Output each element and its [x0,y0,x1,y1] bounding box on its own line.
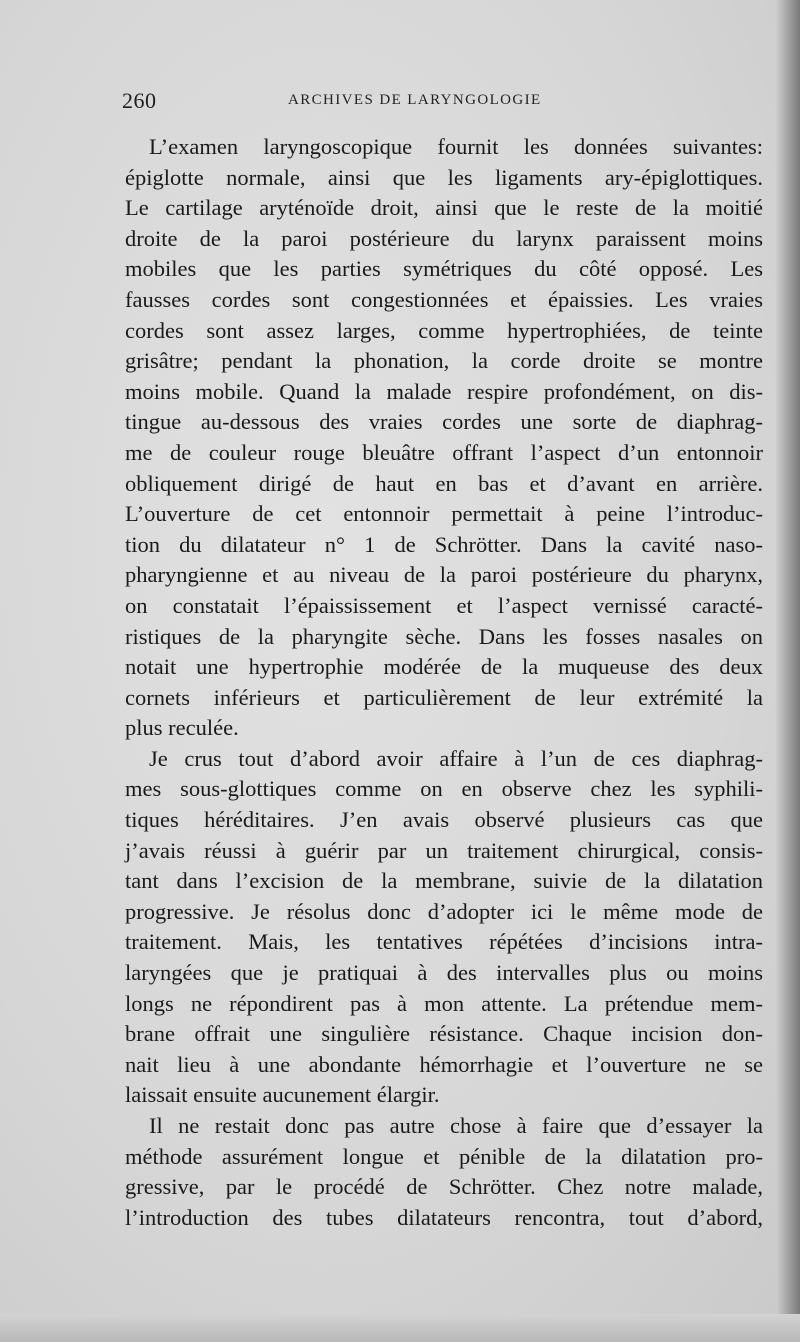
page-number: 260 [122,88,157,113]
paragraph-1 [125,132,763,744]
text-line: on constatait l’épaississement et l’aspect vernissé caracté- [125,592,763,618]
text-line: droite de la paroi postérieure du larynx paraissent moins [125,225,763,251]
text-line: cornets inférieurs et particulièrement de leur extrémité la [125,684,763,710]
text-line: méthode assurément longue et pénible de la dilatation pro- [125,1143,763,1169]
running-title: ARCHIVES DE LARYNGOLOGIE [288,92,542,108]
text-line: brane offrait une singulière résistance. Chaque incision don- [125,1021,763,1047]
text-line: cordes sont assez larges, comme hypertrophiées, de teinte [125,317,763,343]
page-bottom-edge [0,1314,800,1342]
body-text [125,132,763,1233]
text-line: Je crus tout d’abord avoir affaire à l’un de ces diaphrag- [149,745,763,771]
text-line: mes sous-glottiques comme on en observe chez les syphili- [125,776,763,802]
text-line: nait lieu à une abondante hémorrhagie et l’ouverture ne se [125,1051,763,1077]
text-line: gressive, par le procédé de Schrötter. Chez notre malade, [125,1174,763,1200]
text-line: pharyngienne et au niveau de la paroi postérieure du pharynx, [125,562,763,588]
text-line: tiques héréditaires. J’en avais observé plusieurs cas que [125,807,763,833]
text-line: ristiques de la pharyngite sèche. Dans les fosses nasales on [125,623,763,649]
text-line: Il ne restait donc pas autre chose à faire que d’essayer la [149,1113,763,1138]
text-line: notait une hypertrophie modérée de la muqueuse des deux [125,654,763,680]
text-line: obliquement dirigé de haut en bas et d’avant en arrière. [125,470,763,496]
paragraph-3 [125,1111,763,1233]
text-line: plus reculée. [125,715,239,741]
page-edge-shadow [776,0,800,1342]
text-line: me de couleur rouge bleuâtre offrant l’aspect d’un entonnoir [125,439,763,465]
text-line: traitement. Mais, les tentatives répétées d’incisions intra- [125,929,763,955]
text-line: laryngées que je pratiquai à des intervalles plus ou moins [125,960,763,986]
text-line: j’avais réussi à guérir par un traitement chirurgical, consis- [125,837,763,863]
text-line: tant dans l’excision de la membrane, suivie de la dilatation [125,868,763,894]
paragraph-2 [125,744,763,1111]
text-line: laissait ensuite aucunement élargir. [125,1082,440,1108]
page-header [122,88,600,116]
text-line: épiglotte normale, ainsi que les ligaments ary-épiglottiques. [125,164,763,190]
text-line: tion du dilatateur n° 1 de Schrötter. Dans la cavité naso- [125,531,763,557]
text-line: fausses cordes sont congestionnées et épaissies. Les vraies [125,286,763,312]
text-line: L’ouverture de cet entonnoir permettait à peine l’introduc- [125,501,763,527]
text-line: moins mobile. Quand la malade respire profondément, on dis- [125,378,763,404]
text-line: mobiles que les parties symétriques du côté opposé. Les [125,256,763,282]
text-line: progressive. Je résolus donc d’adopter ici le même mode de [125,898,763,924]
text-line: Le cartilage aryténoïde droit, ainsi que le reste de la moitié [125,195,763,221]
text-line: tingue au-dessous des vraies cordes une sorte de diaphrag- [125,409,763,435]
text-line: L’examen laryngoscopique fournit les données suivantes: [149,134,763,159]
text-line: l’introduction des tubes dilatateurs rencontra, tout d’abord, [125,1204,763,1230]
text-line: grisâtre; pendant la phonation, la corde droite se montre [125,348,763,374]
text-line: longs ne répondirent pas à mon attente. La prétendue mem- [125,990,763,1016]
